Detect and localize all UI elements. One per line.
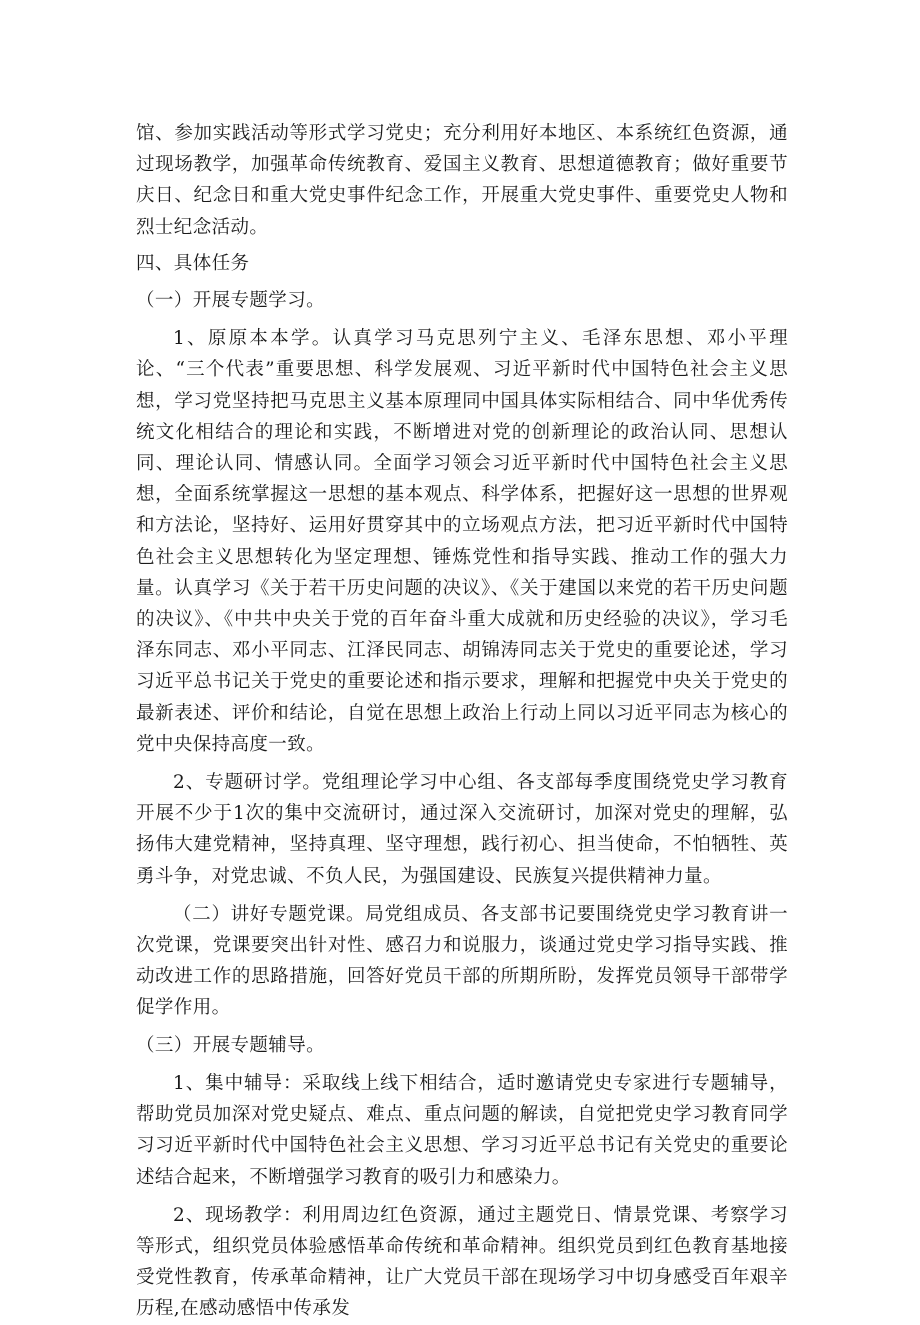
paragraph-centralized-guidance: 1、集中辅导：采取线上线下相结合，适时邀请党史专家进行专题辅导，帮助党员加深对党史疑点、难点、重点问题的解读，自觉把党史学习教育同学习习近平新时代中国特色社会主义思想、学习习近平总书记有关党史的重要论述结合起来，不断增强学习教育的吸引力和感染力。	[136, 1072, 788, 1188]
paragraph-seminar-study: 2、专题研讨学。党组理论学习中心组、各支部每季度围绕党史学习教育开展不少于1次的集中交流研讨，通过深入交流研讨，加深对党史的理解，弘扬伟大建党精神，坚持真理、坚守理想，践行初心、担当使命，不怕牺牲、英勇斗争，对党忠诚、不负人民，为强国建设、民族复兴提供精神力量。	[136, 772, 788, 887]
paragraph-original-study: 1、原原本本学。认真学习马克思列宁主义、毛泽东思想、邓小平理论、“三个代表”重要思想、科学发展观、习近平新时代中国特色社会主义思想，学习党坚持把马克思主义基本原理同中国具体实际相结合、同中华优秀传统文化相结合的理论和实践，不断增进对党的创新理论的政治认同、思想认同、理论认同、情感认同。全面学习领会习近平新时代中国特色社会主义思想，全面系统掌握这一思想的基本观点、科学体系，把握好这一思想的世界观和方法论，坚持好、运用好贯穿其中的立场观点方法，把习近平新时代中国特色社会主义思想转化为坚定理想、锤炼党性和指导实践、推动工作的强大力量。认真学习《关于若干历史问题的决议》、《关于建国以来党的若干历史问题的决议》、《中共中央关于党的百年奋斗重大成就和历史经验的决议》，学习毛泽东同志、邓小平同志、江泽民同志、胡锦涛同志关于党史的重要论述，学习习近平总书记关于党史的重要论述和指示要求，理解和把握党中央关于党史的最新表述、评价和结论，自觉在思想上政治上行动上同以习近平同志为核心的党中央保持高度一致。	[136, 328, 788, 755]
subsection-heading-topic-guidance: （三）开展专题辅导。	[136, 1034, 326, 1056]
paragraph-party-lecture: （二）讲好专题党课。局党组成员、各支部书记要围绕党史学习教育讲一次党课，党课要突出针对性、感召力和说服力，谈通过党史学习指导实践、推动改进工作的思路措施，回答好党员干部的所期所盼，发挥党员领导干部带学促学作用。	[136, 903, 788, 1019]
paragraph-continued: 馆、参加实践活动等形式学习党史；充分利用好本地区、本系统红色资源，通过现场教学，加强革命传统教育、爱国主义教育、思想道德教育；做好重要节庆日、纪念日和重大党史事件纪念工作，开展重大党史事件、重要党史人物和烈士纪念活动。	[136, 123, 788, 238]
paragraph-onsite-teaching: 2、现场教学：利用周边红色资源，通过主题党日、情景党课、考察学习等形式，组织党员体验感悟革命传统和革命精神。组织党员到红色教育基地接受党性教育，传承革命精神，让广大党员干部在现场学习中切身感受百年艰辛历程,在感动感悟中传承发	[136, 1204, 788, 1320]
document-body	[136, 118, 788, 1325]
section-heading-specific-tasks: 四、具体任务	[136, 252, 250, 274]
subsection-heading-topic-study: （一）开展专题学习。	[136, 290, 326, 312]
